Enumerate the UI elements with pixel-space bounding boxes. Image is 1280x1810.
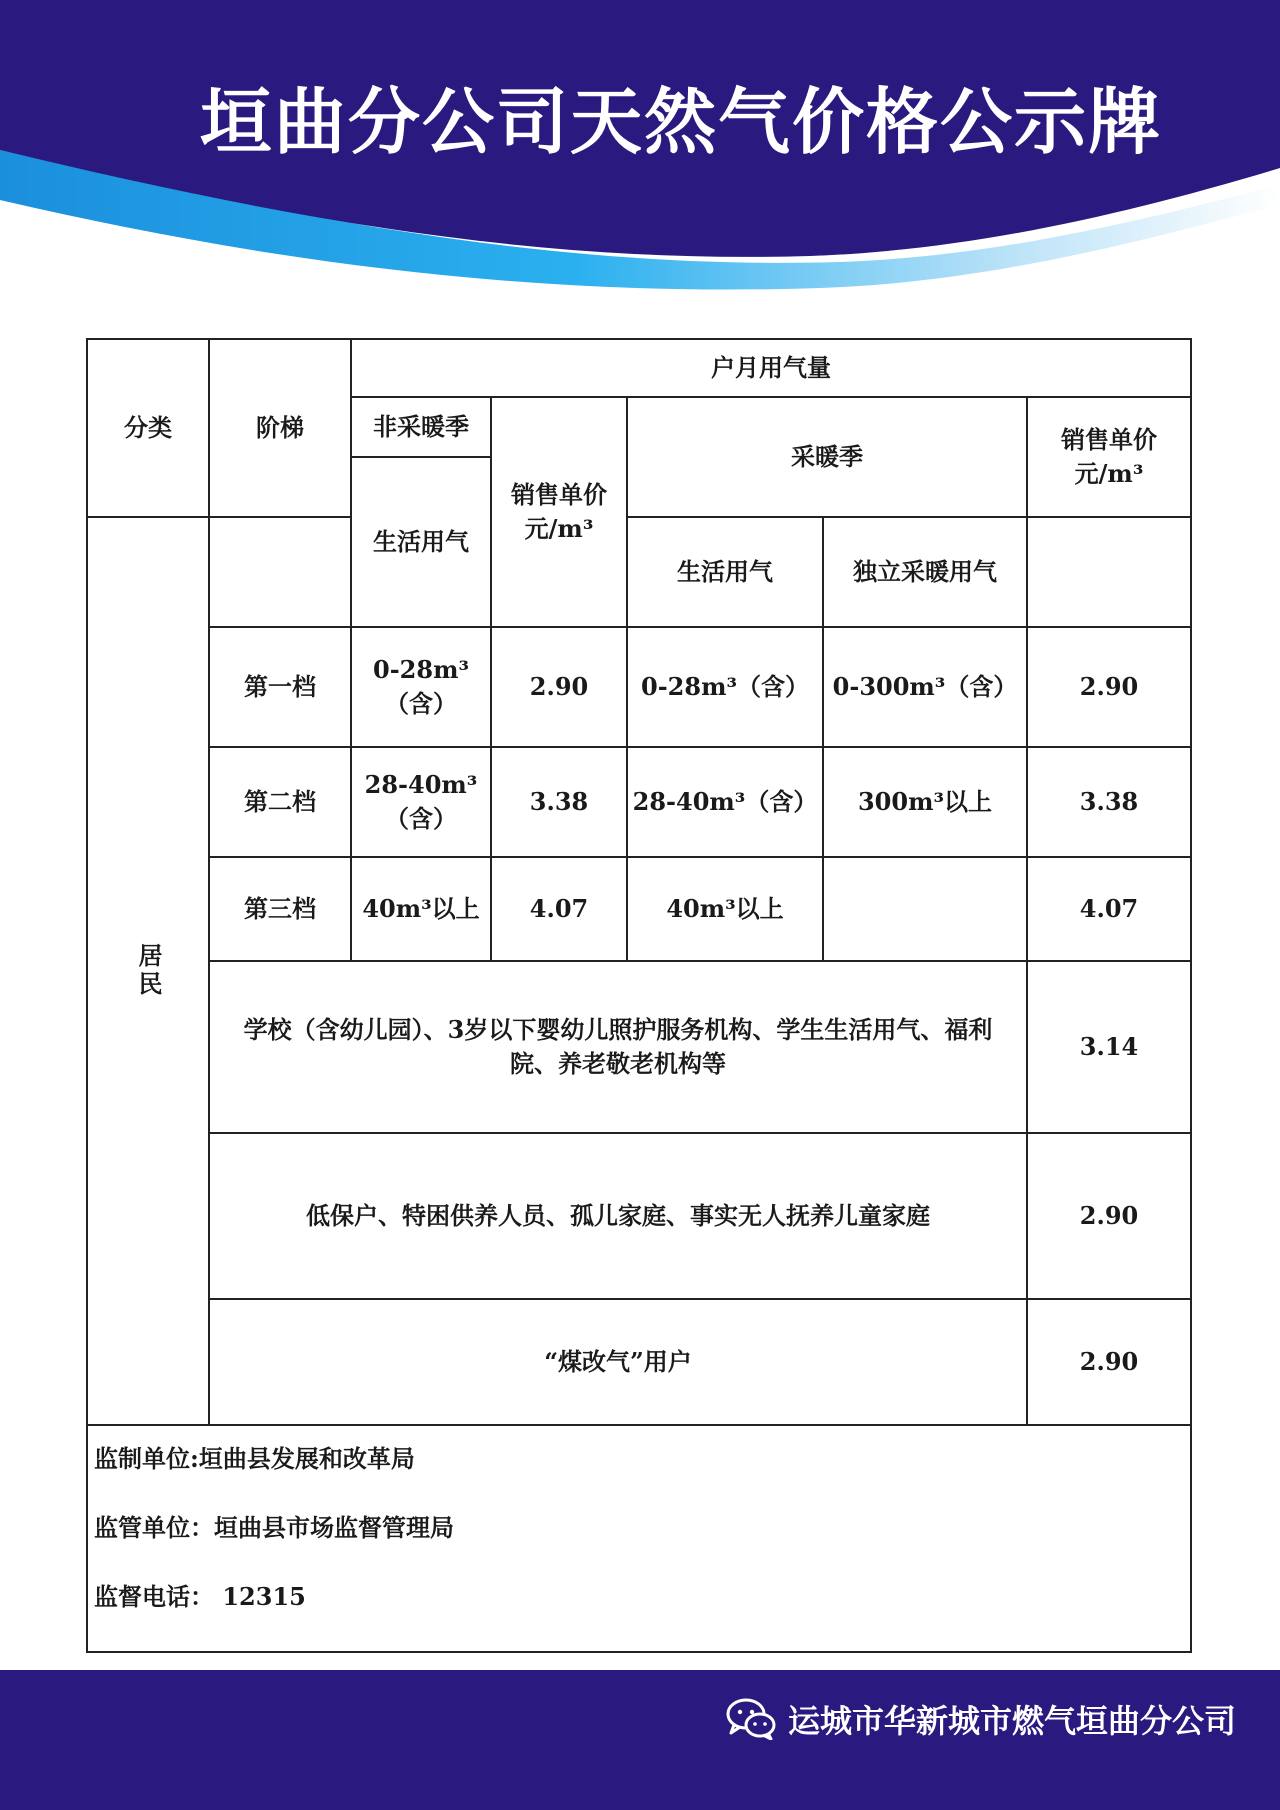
tier-heating-independent-usage — [823, 857, 1027, 961]
wechat-icon — [726, 1698, 776, 1740]
price-2-blank — [1027, 517, 1191, 627]
header-life-gas-heating: 生活用气 — [627, 517, 823, 627]
supervision-phone: 监督电话： 12315 — [94, 1582, 306, 1611]
table-row — [87, 1133, 1191, 1299]
tier-non-heating-usage: 40m³以上 — [351, 857, 491, 961]
table-row — [87, 961, 1191, 1133]
header-tier: 阶梯 — [209, 339, 351, 517]
unit-price-2-label: 销售单价 — [1061, 425, 1157, 454]
header-monthly-usage: 户月用气量 — [351, 339, 1191, 397]
special-group-desc: 学校（含幼儿园）、3岁以下婴幼儿照护服务机构、学生生活用气、福利院、养老敬老机构等 — [209, 961, 1027, 1133]
special-group-desc: 低保户、特困供养人员、孤儿家庭、事实无人抚养儿童家庭 — [209, 1133, 1027, 1299]
tier-non-heating-usage: 28-40m³（含） — [351, 747, 491, 857]
special-group-desc: “煤改气”用户 — [209, 1299, 1027, 1425]
table-row — [87, 627, 1191, 747]
tier-price-non-heating: 3.38 — [491, 747, 627, 857]
tier-heating-independent-usage: 0-300m³（含） — [823, 627, 1027, 747]
special-group-price: 2.90 — [1027, 1133, 1191, 1299]
tier-heating-independent-usage: 300m³以上 — [823, 747, 1027, 857]
tier-heating-life-usage: 28-40m³（含） — [627, 747, 823, 857]
tier-heating-life-usage: 0-28m³（含） — [627, 627, 823, 747]
tier-non-heating-usage: 0-28m³（含） — [351, 627, 491, 747]
regulatory-unit: 监管单位：垣曲县市场监督管理局 — [94, 1513, 454, 1542]
tier-price-heating: 3.38 — [1027, 747, 1191, 857]
table-row — [87, 857, 1191, 961]
unit-price-1-label: 销售单价 — [511, 480, 607, 509]
tier-price-heating: 4.07 — [1027, 857, 1191, 961]
tier-heating-life-usage: 40m³以上 — [627, 857, 823, 961]
special-group-price: 2.90 — [1027, 1299, 1191, 1425]
tier-price-heating: 2.90 — [1027, 627, 1191, 747]
supervision-info — [87, 1425, 1191, 1652]
tier-price-non-heating: 4.07 — [491, 857, 627, 961]
tier-name: 第三档 — [209, 857, 351, 961]
tier-price-non-heating: 2.90 — [491, 627, 627, 747]
tier-name: 第二档 — [209, 747, 351, 857]
unit-price-1-unit: 元/m³ — [524, 514, 594, 543]
header-category: 分类 — [87, 339, 209, 517]
tier-name: 第一档 — [209, 627, 351, 747]
header-life-gas-non-heating: 生活用气 — [351, 457, 491, 627]
supervising-unit: 监制单位:垣曲县发展和改革局 — [94, 1444, 415, 1473]
unit-price-2-unit: 元/m³ — [1074, 459, 1144, 488]
table-row — [87, 1299, 1191, 1425]
header-heating-season: 采暖季 — [627, 397, 1027, 517]
header-non-heating-season: 非采暖季 — [351, 397, 491, 457]
brand-account — [726, 1694, 1236, 1744]
category-residential: 居民 — [87, 517, 209, 1425]
price-table — [86, 338, 1192, 1653]
header-unit-price-2 — [1027, 397, 1191, 517]
page-title: 垣曲分公司天然气价格公示牌 — [200, 79, 1163, 164]
header-independent-heating: 独立采暖用气 — [823, 517, 1027, 627]
brand-name: 运城市华新城市燃气垣曲分公司 — [787, 1702, 1236, 1740]
table-row — [87, 747, 1191, 857]
header-unit-price-1 — [491, 397, 627, 627]
special-group-price: 3.14 — [1027, 961, 1191, 1133]
tier-blank — [209, 517, 351, 627]
